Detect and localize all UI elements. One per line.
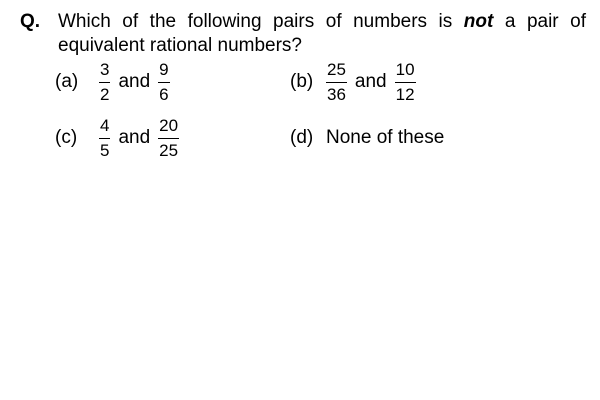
fraction-3-over-2	[99, 60, 110, 105]
fraction-10-over-12	[395, 60, 416, 105]
option-d[interactable]	[290, 110, 444, 166]
numerator: 10	[395, 59, 415, 79]
option-b[interactable]	[290, 54, 416, 110]
fraction-9-over-6	[158, 60, 169, 105]
question-text	[58, 10, 586, 58]
numerator: 20	[159, 115, 179, 135]
and-word: and	[118, 127, 151, 148]
numerator: 25	[327, 59, 346, 79]
option-a-label: (a)	[55, 71, 79, 92]
fraction-bar	[99, 82, 110, 83]
denominator: 6	[159, 84, 169, 104]
denominator: 2	[100, 84, 110, 104]
question-label: Q.	[20, 11, 41, 32]
fraction-25-over-36	[326, 60, 347, 105]
option-a[interactable]	[55, 54, 170, 110]
question-emphasis: not	[463, 11, 494, 32]
question	[20, 10, 586, 58]
denominator: 36	[327, 84, 346, 104]
denominator: 12	[395, 84, 415, 104]
and-word: and	[118, 71, 151, 92]
question-text-after: a pair of equivalent rational numbers?	[58, 11, 586, 56]
option-c-label: (c)	[55, 127, 78, 148]
fraction-4-over-5	[99, 116, 110, 161]
fraction-bar	[99, 138, 110, 139]
numerator: 9	[159, 59, 169, 79]
fraction-bar	[158, 138, 179, 139]
numerator: 3	[100, 59, 110, 79]
option-c[interactable]	[55, 110, 179, 166]
denominator: 5	[100, 140, 110, 160]
and-word: and	[354, 71, 387, 92]
fraction-bar	[395, 82, 416, 83]
numerator: 4	[100, 115, 110, 135]
question-text-before: Which of the following pairs of numbers is	[58, 11, 464, 32]
fraction-20-over-25	[158, 116, 179, 161]
fraction-bar	[326, 82, 347, 83]
denominator: 25	[159, 140, 179, 160]
fraction-bar	[158, 82, 169, 83]
option-d-text: None of these	[326, 127, 445, 148]
option-b-label: (b)	[290, 71, 314, 92]
option-d-label: (d)	[290, 127, 314, 148]
